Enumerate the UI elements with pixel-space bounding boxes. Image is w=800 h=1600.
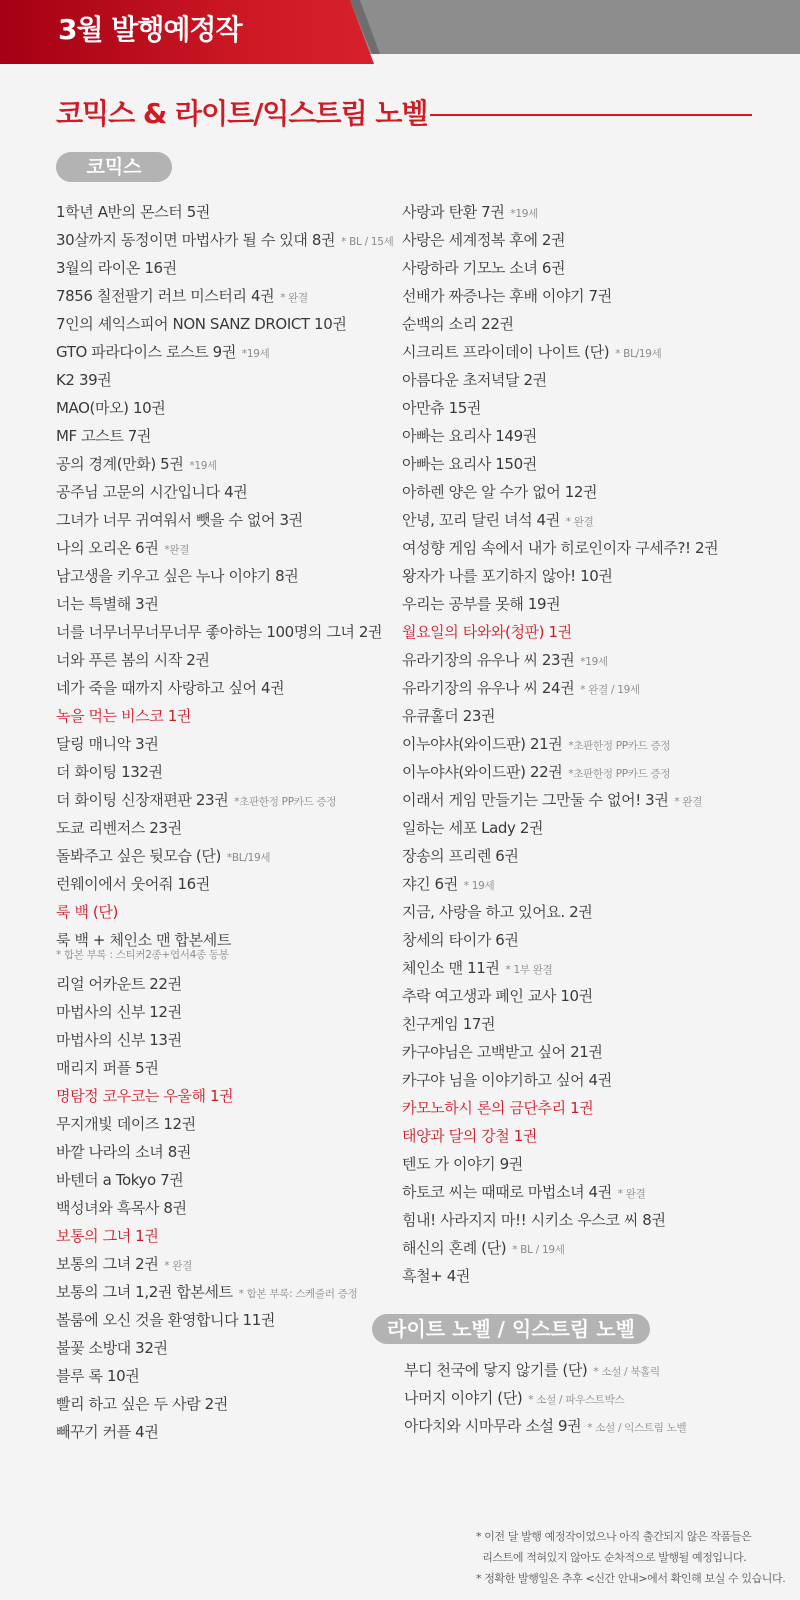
book-title: 블루 록 10권 (56, 1367, 140, 1385)
list-item (56, 646, 400, 674)
book-title: 추락 여고생과 폐인 교사 10권 (402, 987, 593, 1005)
book-note: * 19세 (463, 880, 495, 892)
list-item (56, 450, 400, 478)
book-title: 이누야샤(와이드판) 22권 (402, 763, 563, 781)
book-title: 아름다운 초저녁달 2권 (402, 371, 547, 389)
list-item (402, 702, 782, 730)
book-title: 남고생을 키우고 싶은 누나 이야기 8권 (56, 567, 299, 585)
list-item (402, 226, 782, 254)
list-item (56, 842, 400, 870)
list-item (56, 1166, 400, 1194)
list-item (56, 970, 400, 998)
list-item (402, 730, 782, 758)
list-item (56, 226, 400, 254)
book-title: 이누야샤(와이드판) 21권 (402, 735, 563, 753)
book-title: 시크리트 프라이데이 나이트 (단) (402, 343, 610, 361)
book-title: 바텐더 a Tokyo 7권 (56, 1171, 184, 1189)
book-note: *19세 (580, 656, 608, 668)
list-item (402, 450, 782, 478)
book-title: 7856 칠전팔기 러브 미스터리 4권 (56, 287, 275, 305)
book-title: 힘내! 사라지지 마!! 시키소 우스코 씨 8권 (402, 1211, 666, 1229)
book-title: 룩 백 (단) (56, 903, 118, 921)
book-note: *19세 (241, 348, 270, 360)
book-title: 불꽃 소방대 32권 (56, 1339, 168, 1357)
book-title: 사랑은 세계정복 후에 2권 (402, 231, 566, 249)
list-item (402, 366, 782, 394)
footer-note-line: * 이전 달 발행 예정작이었으나 아직 출간되지 않은 작품들은 (476, 1530, 752, 1543)
book-title: 지금, 사랑을 하고 있어요. 2권 (402, 903, 593, 921)
book-title: 부디 천국에 닿지 않기를 (단) (404, 1361, 588, 1379)
list-item (402, 814, 782, 842)
book-note: * 소설 / 북홀릭 (593, 1366, 660, 1378)
book-title: 사랑과 탄환 7권 (402, 203, 505, 221)
book-title: 보통의 그녀 1권 (56, 1227, 159, 1245)
book-title: K2 39권 (56, 371, 112, 389)
book-title: 유라기장의 유우나 씨 23권 (402, 651, 575, 669)
book-note: *초판한정 PP카드 증정 (234, 796, 337, 808)
book-title: 달링 매니악 3권 (56, 735, 159, 753)
book-title: 하토코 씨는 때때로 마법소녀 4권 (402, 1183, 612, 1201)
book-title: 명탐정 코우코는 우울해 1권 (56, 1087, 234, 1105)
book-title: 너를 너무너무너무너무 좋아하는 100명의 그녀 2권 (56, 623, 383, 641)
list-item (402, 394, 782, 422)
list-item (56, 1334, 400, 1362)
book-subnote: * 합본 부록 : 스티커2종+엽서4종 동봉 (56, 949, 229, 961)
book-title: 사랑하라 기모노 소녀 6권 (402, 259, 566, 277)
list-item (56, 1222, 400, 1250)
list-item (56, 674, 400, 702)
list-item (402, 338, 782, 366)
list-item (56, 1026, 400, 1054)
book-note: *19세 (189, 460, 217, 472)
list-item (56, 1250, 400, 1278)
book-title: 더 화이팅 신장재편판 23권 (56, 791, 229, 809)
list-item (56, 1194, 400, 1222)
list-item (56, 618, 400, 646)
book-title: 아빠는 요리사 150권 (402, 455, 537, 473)
list-item (56, 1082, 400, 1110)
list-item (56, 534, 400, 562)
list-item (56, 338, 400, 366)
book-note: * 소설 / 파우스트박스 (528, 1394, 625, 1406)
book-title: 선배가 짜증나는 후배 이야기 7권 (402, 287, 612, 305)
list-item (402, 282, 782, 310)
book-note: * 완결 (280, 292, 308, 304)
book-title: 우리는 공부를 못해 19권 (402, 595, 561, 613)
list-item (56, 758, 400, 786)
list-item (402, 954, 782, 982)
book-title: 이래서 게임 만들기는 그만둘 수 없어! 3권 (402, 791, 669, 809)
book-title: 창세의 타이가 6권 (402, 931, 519, 949)
book-title: 순백의 소리 22권 (402, 315, 514, 333)
footer-notes (476, 1526, 796, 1589)
book-title: 매리지 퍼플 5권 (56, 1059, 159, 1077)
book-title: 체인소 맨 11권 (402, 959, 500, 977)
list-item (56, 1138, 400, 1166)
book-title: 30살까지 동정이면 마법사가 될 수 있대 8권 (56, 231, 336, 249)
list-item (402, 1094, 782, 1122)
list-item (56, 478, 400, 506)
book-title: 보통의 그녀 2권 (56, 1255, 159, 1273)
list-item (402, 618, 782, 646)
list-item (402, 590, 782, 618)
book-note: * 완결 / 19세 (580, 684, 640, 696)
list-item (56, 786, 400, 814)
book-note: * 완결 (164, 1260, 193, 1272)
list-item (404, 1412, 784, 1440)
list-item (56, 1362, 400, 1390)
book-note: *19세 (510, 208, 538, 220)
book-title: 유큐홀더 23권 (402, 707, 496, 725)
list-item (56, 898, 400, 926)
list-item (402, 982, 782, 1010)
book-title: 아만츄 15권 (402, 399, 482, 417)
list-item (56, 254, 400, 282)
book-title: 해신의 혼례 (단) (402, 1239, 507, 1257)
book-note: * 합본 부록: 스케줄러 증정 (238, 1288, 358, 1300)
book-note: *초판한정 PP카드 증정 (568, 768, 671, 780)
book-note: * BL/19세 (615, 348, 662, 360)
book-note: *완결 (164, 544, 190, 556)
book-title: MAO(마오) 10권 (56, 399, 166, 417)
book-title: GTO 파라다이스 로스트 9권 (56, 343, 236, 361)
book-title: 너는 특별해 3권 (56, 595, 159, 613)
book-title: 아다치와 시마무라 소설 9권 (404, 1417, 582, 1435)
book-title: 빼꾸기 커플 4권 (56, 1423, 159, 1441)
list-item (56, 814, 400, 842)
book-title: 쟈긴 6권 (402, 875, 458, 893)
list-item (402, 422, 782, 450)
book-title: 마법사의 신부 13권 (56, 1031, 182, 1049)
book-title: 태양과 달의 강철 1권 (402, 1127, 537, 1145)
list-item (402, 926, 782, 954)
list-item (402, 1010, 782, 1038)
list-item (404, 1356, 784, 1384)
book-note: * 완결 (674, 796, 703, 808)
book-title: 카구야 님을 이야기하고 싶어 4권 (402, 1071, 612, 1089)
list-item (56, 870, 400, 898)
book-title: 왕자가 나를 포기하지 않아! 10권 (402, 567, 613, 585)
list-item (56, 282, 400, 310)
banner-title: 3월 발행예정작 (58, 13, 242, 46)
novels-list (404, 1356, 784, 1440)
list-item (56, 562, 400, 590)
book-title: 돌봐주고 싶은 뒷모습 (단) (56, 847, 221, 865)
book-title: 아하렌 양은 알 수가 없어 12권 (402, 483, 598, 501)
book-title: 안녕, 꼬리 달린 녀석 4권 (402, 511, 560, 529)
book-title: 리얼 어카운트 22권 (56, 975, 182, 993)
book-title: 카구야님은 고백받고 싶어 21권 (402, 1043, 603, 1061)
list-item (402, 478, 782, 506)
book-title: 룩 백 + 체인소 맨 합본세트 (56, 931, 231, 949)
book-title: 일하는 세포 Lady 2권 (402, 819, 544, 837)
book-title: 바깥 나라의 소녀 8권 (56, 1143, 191, 1161)
list-item (402, 1262, 782, 1290)
list-item (56, 198, 400, 226)
list-item (402, 1206, 782, 1234)
section-title: 코믹스 & 라이트/익스트림 노벨 (56, 97, 428, 130)
list-item (402, 674, 782, 702)
book-title: 월요일의 타와와(청판) 1권 (402, 623, 572, 641)
book-note: * BL / 19세 (512, 1244, 565, 1256)
book-title: 녹을 먹는 비스코 1권 (56, 707, 191, 725)
book-title: 공주님 고문의 시간입니다 4권 (56, 483, 248, 501)
list-item (56, 1306, 400, 1334)
book-note: * 소설 / 익스트림 노벨 (587, 1422, 687, 1434)
comics-category-label: 코믹스 (56, 152, 172, 182)
book-title: 더 화이팅 132권 (56, 763, 163, 781)
list-item (402, 758, 782, 786)
list-item (56, 590, 400, 618)
book-note: * BL / 15세 (341, 236, 394, 248)
book-note: * 1부 완결 (505, 964, 553, 976)
book-title: 카모노하시 론의 금단추리 1권 (402, 1099, 594, 1117)
list-item (404, 1384, 784, 1412)
book-title: 텐도 가 이야기 9권 (402, 1155, 523, 1173)
novels-category-label: 라이트 노벨 / 익스트림 노벨 (372, 1314, 650, 1344)
list-item (402, 254, 782, 282)
list-item (402, 1038, 782, 1066)
book-title: 여성향 게임 속에서 내가 히로인이자 구세주?! 2권 (402, 539, 719, 557)
list-item (56, 1054, 400, 1082)
list-item (56, 730, 400, 758)
list-item (56, 1390, 400, 1418)
book-title: 네가 죽을 때까지 사랑하고 싶어 4권 (56, 679, 285, 697)
footer-note-line: 리스트에 적혀있지 않아도 순차적으로 발행될 예정입니다. (476, 1551, 747, 1564)
list-item (56, 702, 400, 730)
list-item (402, 1066, 782, 1094)
list-item (402, 1234, 782, 1262)
book-title: 유라기장의 유우나 씨 24권 (402, 679, 575, 697)
list-item (56, 422, 400, 450)
list-item (402, 1122, 782, 1150)
list-item (402, 870, 782, 898)
comics-list-right (402, 198, 782, 1290)
list-item (402, 1150, 782, 1178)
book-note: *초판한정 PP카드 증정 (568, 740, 671, 752)
list-item (402, 310, 782, 338)
book-title: 공의 경계(만화) 5권 (56, 455, 184, 473)
header-banner (0, 0, 800, 60)
list-item (56, 310, 400, 338)
book-title: 마법사의 신부 12권 (56, 1003, 182, 1021)
book-title: 그녀가 너무 귀여워서 뺏을 수 없어 3권 (56, 511, 303, 529)
list-item (56, 1418, 400, 1446)
book-title: 런웨이에서 웃어줘 16권 (56, 875, 210, 893)
list-item (56, 366, 400, 394)
book-note: * 완결 (565, 516, 594, 528)
book-title: 너와 푸른 봄의 시작 2권 (56, 651, 210, 669)
list-item (56, 998, 400, 1026)
list-item (56, 1110, 400, 1138)
book-title: 보통의 그녀 1,2권 합본세트 (56, 1283, 233, 1301)
book-title: 7인의 셰익스피어 NON SANZ DROICT 10권 (56, 315, 347, 333)
book-title: 흑철+ 4권 (402, 1267, 470, 1285)
list-item (402, 898, 782, 926)
footer-note-line: * 정확한 발행일은 추후 <신간 안내>에서 확인해 보실 수 있습니다. (476, 1572, 786, 1585)
book-title: 무지개빛 데이즈 12권 (56, 1115, 196, 1133)
list-item (402, 646, 782, 674)
list-item (402, 1178, 782, 1206)
book-title: 친구게임 17권 (402, 1015, 496, 1033)
list-item (402, 534, 782, 562)
book-title: 3월의 라이온 16권 (56, 259, 177, 277)
book-title: 볼룸에 오신 것을 환영합니다 11권 (56, 1311, 275, 1329)
list-item (402, 842, 782, 870)
list-item (402, 786, 782, 814)
book-title: 도쿄 리벤저스 23권 (56, 819, 182, 837)
book-title: 장송의 프리렌 6권 (402, 847, 519, 865)
comics-list-left (56, 198, 400, 1446)
book-title: MF 고스트 7권 (56, 427, 152, 445)
book-title: 빨리 하고 싶은 두 사람 2권 (56, 1395, 228, 1413)
list-item (402, 198, 782, 226)
book-title: 아빠는 요리사 149권 (402, 427, 537, 445)
book-title: 1학년 A반의 몬스터 5권 (56, 203, 210, 221)
list-item (56, 506, 400, 534)
list-item (56, 394, 400, 422)
list-item (402, 562, 782, 590)
list-item (56, 1278, 400, 1306)
book-note: *BL/19세 (226, 852, 271, 864)
list-item (402, 506, 782, 534)
book-note: * 완결 (617, 1188, 646, 1200)
section-divider (430, 114, 752, 116)
book-title: 나머지 이야기 (단) (404, 1389, 523, 1407)
book-title: 백성녀와 흑목사 8권 (56, 1199, 187, 1217)
book-title: 나의 오리온 6권 (56, 539, 159, 557)
